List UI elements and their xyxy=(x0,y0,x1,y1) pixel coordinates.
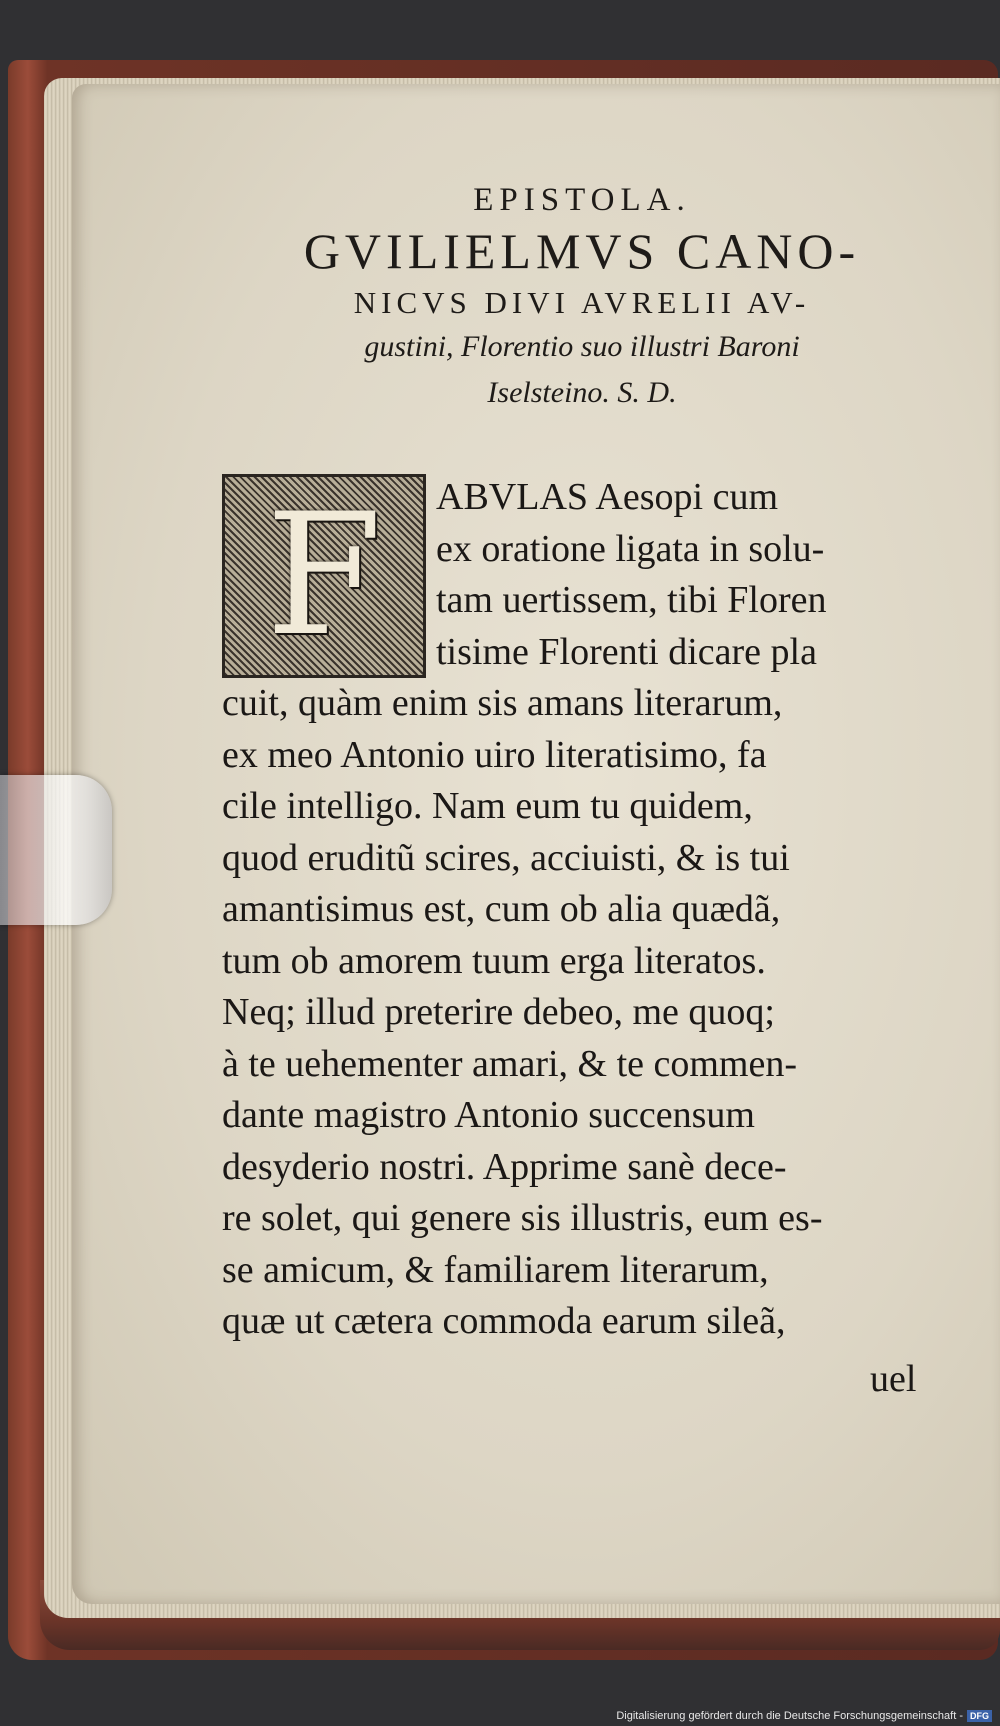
body-line: ABVLAS Aesopi cum xyxy=(436,476,778,518)
body-line: re solet, qui genere sis illustris, eum es- xyxy=(222,1197,823,1239)
digitization-credit xyxy=(616,1710,992,1722)
body-line: desyderio nostri. Apprime sanè dece- xyxy=(222,1145,787,1188)
credit-text: Digitalisierung gefördert durch die Deutsche Forschungsgemeinschaft - xyxy=(616,1710,963,1722)
body-line: cile intelligo. Nam eum tu quidem, xyxy=(222,785,753,827)
body-line: à te uehementer amari, & te commen- xyxy=(222,1042,798,1085)
title-line-2: NICVS DIVI AVRELII AV- xyxy=(353,285,811,320)
body-line: tisime Florenti dicare pla xyxy=(436,630,817,673)
body-line: ex meo Antonio uiro literatisimo, fa xyxy=(222,733,767,776)
body-line: dante magistro Antonio succensum xyxy=(222,1094,755,1136)
body-line: tam uertissem, tibi Floren xyxy=(436,579,827,621)
body-line: quod eruditũ scires, acciuisti, & is tui xyxy=(222,836,790,879)
title-line-1: GVILIELMVS CANO- xyxy=(303,223,861,279)
body-line: amantisimus est, cum ob alia quædã, xyxy=(222,888,781,930)
letter-body xyxy=(222,472,942,1348)
body-line: tum ob amorem tuum erga literatos. xyxy=(222,939,766,982)
epistola-heading: EPISTOLA. xyxy=(473,182,691,218)
body-line: quæ ut cætera commoda earum sileã, xyxy=(222,1300,786,1342)
initial-letter: F xyxy=(265,477,383,673)
body-line: se amicum, & familiarem literarum, xyxy=(222,1248,769,1291)
catchword: uel xyxy=(870,1358,917,1400)
letter-heading xyxy=(222,180,942,416)
body-line: cuit, quàm enim sis amans literarum, xyxy=(222,682,783,724)
dedication-line-2: Iselsteino. S. D. xyxy=(487,376,677,409)
body-line: Neq; illud preterire debeo, me quoq; xyxy=(222,991,775,1033)
page-holder-clip xyxy=(0,775,112,925)
dedication-line-1: gustini, Florentio suo illustri Baroni xyxy=(364,330,800,363)
body-line: ex oratione ligata in solu- xyxy=(436,527,825,570)
dfg-logo-icon: DFG xyxy=(967,1710,992,1722)
decorated-initial xyxy=(222,474,426,678)
